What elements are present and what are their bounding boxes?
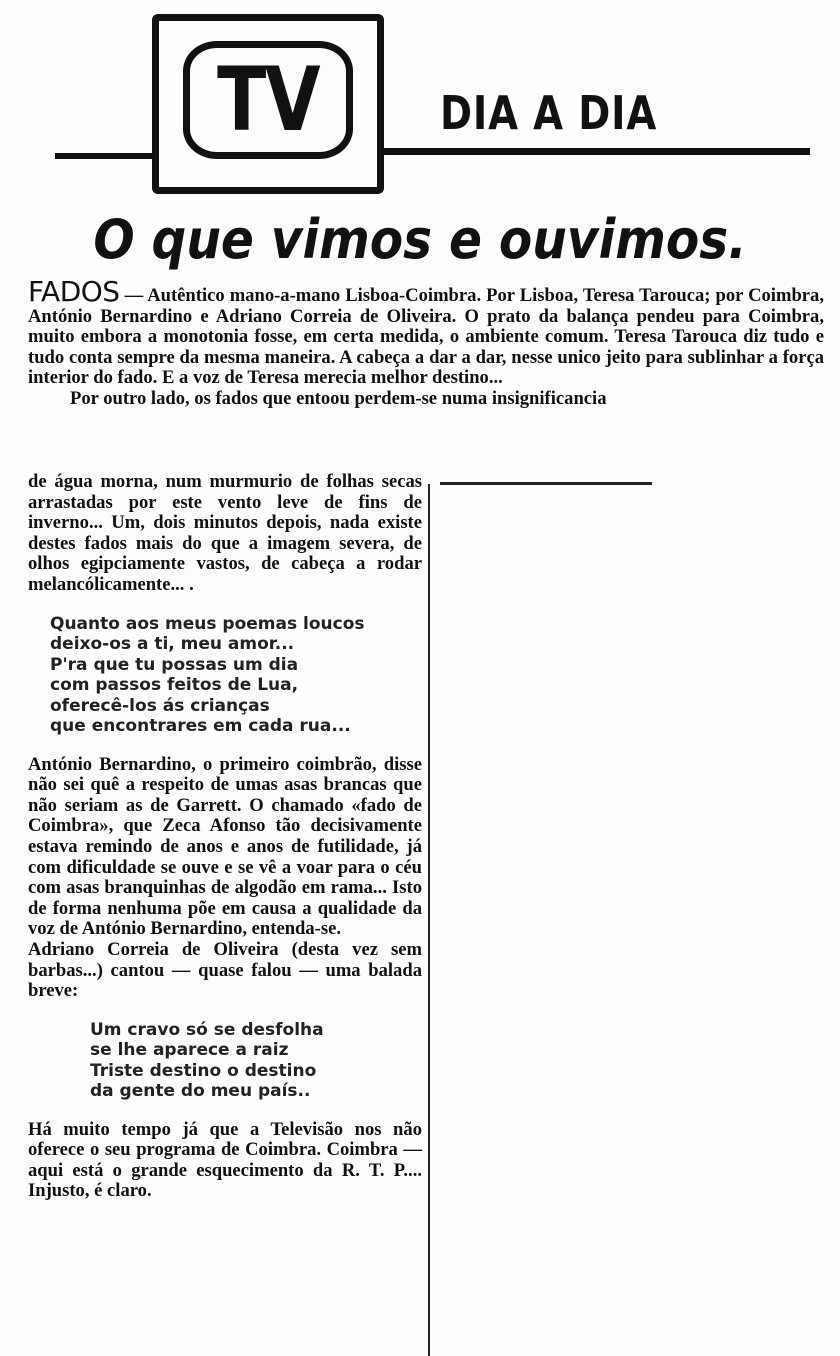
spacer: [28, 1002, 422, 1020]
paragraph-bernardino: António Bernardino, o primeiro coimbrão, disse não sei quê a respeito de umas asas brancas que não seriam as de Garrett. O chamado «fado de Coimbra», que Zeca Afonso tão decisivamente estava remindo de anos e anos de futilidade, já com dificuldade se ouve e se vê a voar para o céu com asas branquinhas de algodão em rama... Isto de forma nenhuma põe em causa a qualidade da voz de António Bernardino, entenda-se.: [28, 753, 422, 940]
short-divider: [440, 482, 652, 485]
rubric-label: FADOS: [28, 275, 120, 308]
poem-quanto-aos-meus: Quanto aos meus poemas loucos deixo-os a ti, meu amor... P'ra que tu possas um dia com passos feitos de Lua, oferecê-los ás crianças que encontrares em cada rua...: [50, 613, 365, 737]
header-rule-left: [55, 153, 165, 159]
lead-text: — Autêntico mano-a-mano Lisboa-Coimbra. Por Lisboa, Teresa Tarouca; por Coimbra, António Bernardino e Adriano Correia de Oliveira. O prato da balança pendeu para Coimbra, muito embora a monotonia fosse, em certa medida, o ambiente comum. Teresa Tarouca diz tudo e tudo conta sempre da mesma maneira. A cabeça a dar a dar, nesse unico jeito para sublinhar a força interior do fado. E a voz de Teresa merecia melhor destino...: [28, 285, 824, 388]
spacer: [28, 1102, 422, 1120]
header-rule-right: [382, 148, 810, 155]
article-lead-block: [28, 275, 824, 409]
tv-screen-frame: [183, 41, 353, 159]
column-rule: [428, 484, 430, 1356]
section-title: DIA A DIA: [440, 86, 658, 140]
article-column: [28, 472, 422, 1202]
spacer: [28, 737, 422, 755]
tv-logo-text: TV: [217, 48, 319, 151]
paragraph-adriano: Adriano Correia de Oliveira (desta vez sem barbas...) cantou — quase falou — uma balada breve:: [28, 938, 422, 1002]
paragraph-2-continued: de água morna, num murmurio de folhas secas arrastadas por este vento leve de fins de inverno... Um, dois minutos depois, nada existe destes fados mais do que a imagem severa, de olhos egipciamente vastos, de cabeça a rodar melancólicamente... .: [28, 471, 422, 595]
poem-um-cravo: Um cravo só se desfolha se lhe aparece a raiz Triste destino o destino da gente do meu país..: [90, 1019, 324, 1102]
lead-paragraph: [28, 275, 824, 389]
paragraph-2-start: Por outro lado, os fados que entoou perdem-se numa insignificancia: [70, 387, 607, 409]
tv-logo: [152, 14, 384, 194]
spacer: [28, 596, 422, 614]
paragraph-closing: Há muito tempo já que a Televisão nos não oferece o seu programa de Coimbra. Coimbra — aqui está o grande esquecimento da R. T. P.... Injusto, é claro.: [28, 1118, 422, 1202]
headline: O que vimos e ouvimos.: [93, 208, 747, 271]
